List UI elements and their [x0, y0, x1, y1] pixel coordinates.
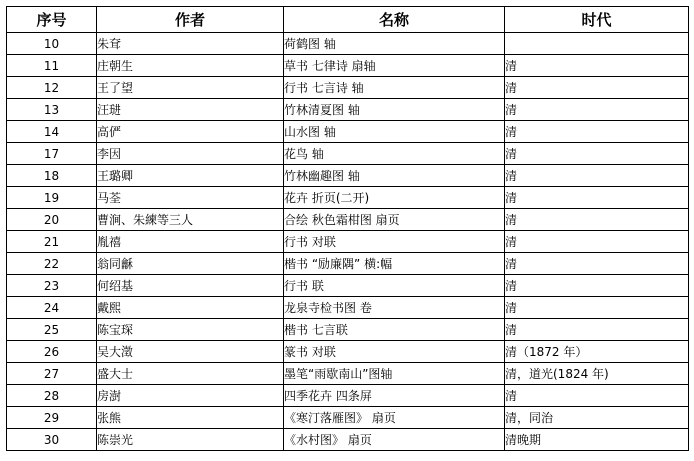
cell-no: 30 — [7, 429, 97, 451]
table-row — [7, 341, 689, 363]
header-no: 序号 — [7, 7, 97, 33]
table-row — [7, 143, 689, 165]
table-row — [7, 385, 689, 407]
catalog-table — [6, 6, 689, 451]
cell-no: 27 — [7, 363, 97, 385]
cell-title: 合绘 秋色霜柑图 扇页 — [284, 209, 505, 231]
cell-author: 马荃 — [97, 187, 284, 209]
cell-author: 陈宝琛 — [97, 319, 284, 341]
cell-no: 21 — [7, 231, 97, 253]
cell-title: 行书 对联 — [284, 231, 505, 253]
cell-author: 何绍基 — [97, 275, 284, 297]
cell-era: 清 — [505, 209, 689, 231]
cell-author: 张熊 — [97, 407, 284, 429]
cell-author: 汪琎 — [97, 99, 284, 121]
cell-no: 14 — [7, 121, 97, 143]
header-era: 时代 — [505, 7, 689, 33]
cell-title: 龙泉寺检书图 卷 — [284, 297, 505, 319]
cell-era: 清 — [505, 319, 689, 341]
cell-author: 盛大士 — [97, 363, 284, 385]
cell-title: 花卉 折页(二开) — [284, 187, 505, 209]
table-row — [7, 187, 689, 209]
header-title: 名称 — [284, 7, 505, 33]
cell-era: 清 — [505, 297, 689, 319]
cell-no: 17 — [7, 143, 97, 165]
cell-title: 行书 七言诗 轴 — [284, 77, 505, 99]
header-author: 作者 — [97, 7, 284, 33]
cell-no: 11 — [7, 55, 97, 77]
cell-title: 《寒汀落雁图》 扇页 — [284, 407, 505, 429]
cell-era: 清晚期 — [505, 429, 689, 451]
cell-era: 清 — [505, 55, 689, 77]
cell-title: 竹林清夏图 轴 — [284, 99, 505, 121]
cell-era: 清 — [505, 165, 689, 187]
cell-era: 清，同治 — [505, 407, 689, 429]
cell-author: 高俨 — [97, 121, 284, 143]
cell-era: 清，道光(1824 年) — [505, 363, 689, 385]
cell-no: 22 — [7, 253, 97, 275]
cell-title: 竹林幽趣图 轴 — [284, 165, 505, 187]
table-row — [7, 407, 689, 429]
table-row — [7, 363, 689, 385]
cell-no: 20 — [7, 209, 97, 231]
table-row — [7, 275, 689, 297]
cell-era: 清 — [505, 187, 689, 209]
cell-no: 19 — [7, 187, 97, 209]
table-row — [7, 165, 689, 187]
cell-author: 戴熙 — [97, 297, 284, 319]
cell-author: 陈崇光 — [97, 429, 284, 451]
cell-author: 曹涧、朱練等三人 — [97, 209, 284, 231]
cell-no: 13 — [7, 99, 97, 121]
cell-title: 荷鹤图 轴 — [284, 33, 505, 55]
table-row — [7, 209, 689, 231]
cell-title: 篆书 对联 — [284, 341, 505, 363]
table-row — [7, 99, 689, 121]
cell-no: 24 — [7, 297, 97, 319]
header-row — [7, 7, 689, 33]
cell-era: 清 — [505, 231, 689, 253]
cell-title: 行书 联 — [284, 275, 505, 297]
cell-author: 胤禧 — [97, 231, 284, 253]
cell-author: 李因 — [97, 143, 284, 165]
cell-era — [505, 33, 689, 55]
table-row — [7, 253, 689, 275]
cell-title: 草书 七律诗 扇轴 — [284, 55, 505, 77]
table-row — [7, 231, 689, 253]
cell-title: 四季花卉 四条屏 — [284, 385, 505, 407]
cell-no: 10 — [7, 33, 97, 55]
cell-no: 26 — [7, 341, 97, 363]
cell-era: 清 — [505, 121, 689, 143]
cell-author: 王璐卿 — [97, 165, 284, 187]
cell-title: 《水村图》 扇页 — [284, 429, 505, 451]
cell-author: 朱耷 — [97, 33, 284, 55]
cell-title: 楷书 “励廉隅” 横:幅 — [284, 253, 505, 275]
cell-author: 吴大澂 — [97, 341, 284, 363]
cell-era: 清 — [505, 275, 689, 297]
table-row — [7, 77, 689, 99]
cell-no: 12 — [7, 77, 97, 99]
cell-no: 29 — [7, 407, 97, 429]
cell-title: 山水图 轴 — [284, 121, 505, 143]
cell-era: 清（1872 年） — [505, 341, 689, 363]
cell-title: 楷书 七言联 — [284, 319, 505, 341]
cell-era: 清 — [505, 143, 689, 165]
cell-title: 花鸟 轴 — [284, 143, 505, 165]
cell-era: 清 — [505, 99, 689, 121]
table-row — [7, 121, 689, 143]
table-row — [7, 55, 689, 77]
table-row — [7, 297, 689, 319]
cell-no: 28 — [7, 385, 97, 407]
cell-title: 墨笔“雨歇南山”图轴 — [284, 363, 505, 385]
cell-author: 王了望 — [97, 77, 284, 99]
cell-no: 23 — [7, 275, 97, 297]
cell-author: 房澍 — [97, 385, 284, 407]
cell-author: 庄朝生 — [97, 55, 284, 77]
cell-era: 清 — [505, 77, 689, 99]
cell-era: 清 — [505, 253, 689, 275]
table-row — [7, 429, 689, 451]
table-row — [7, 33, 689, 55]
table-row — [7, 319, 689, 341]
cell-author: 翁同龢 — [97, 253, 284, 275]
cell-no: 25 — [7, 319, 97, 341]
cell-no: 18 — [7, 165, 97, 187]
cell-era: 清 — [505, 385, 689, 407]
